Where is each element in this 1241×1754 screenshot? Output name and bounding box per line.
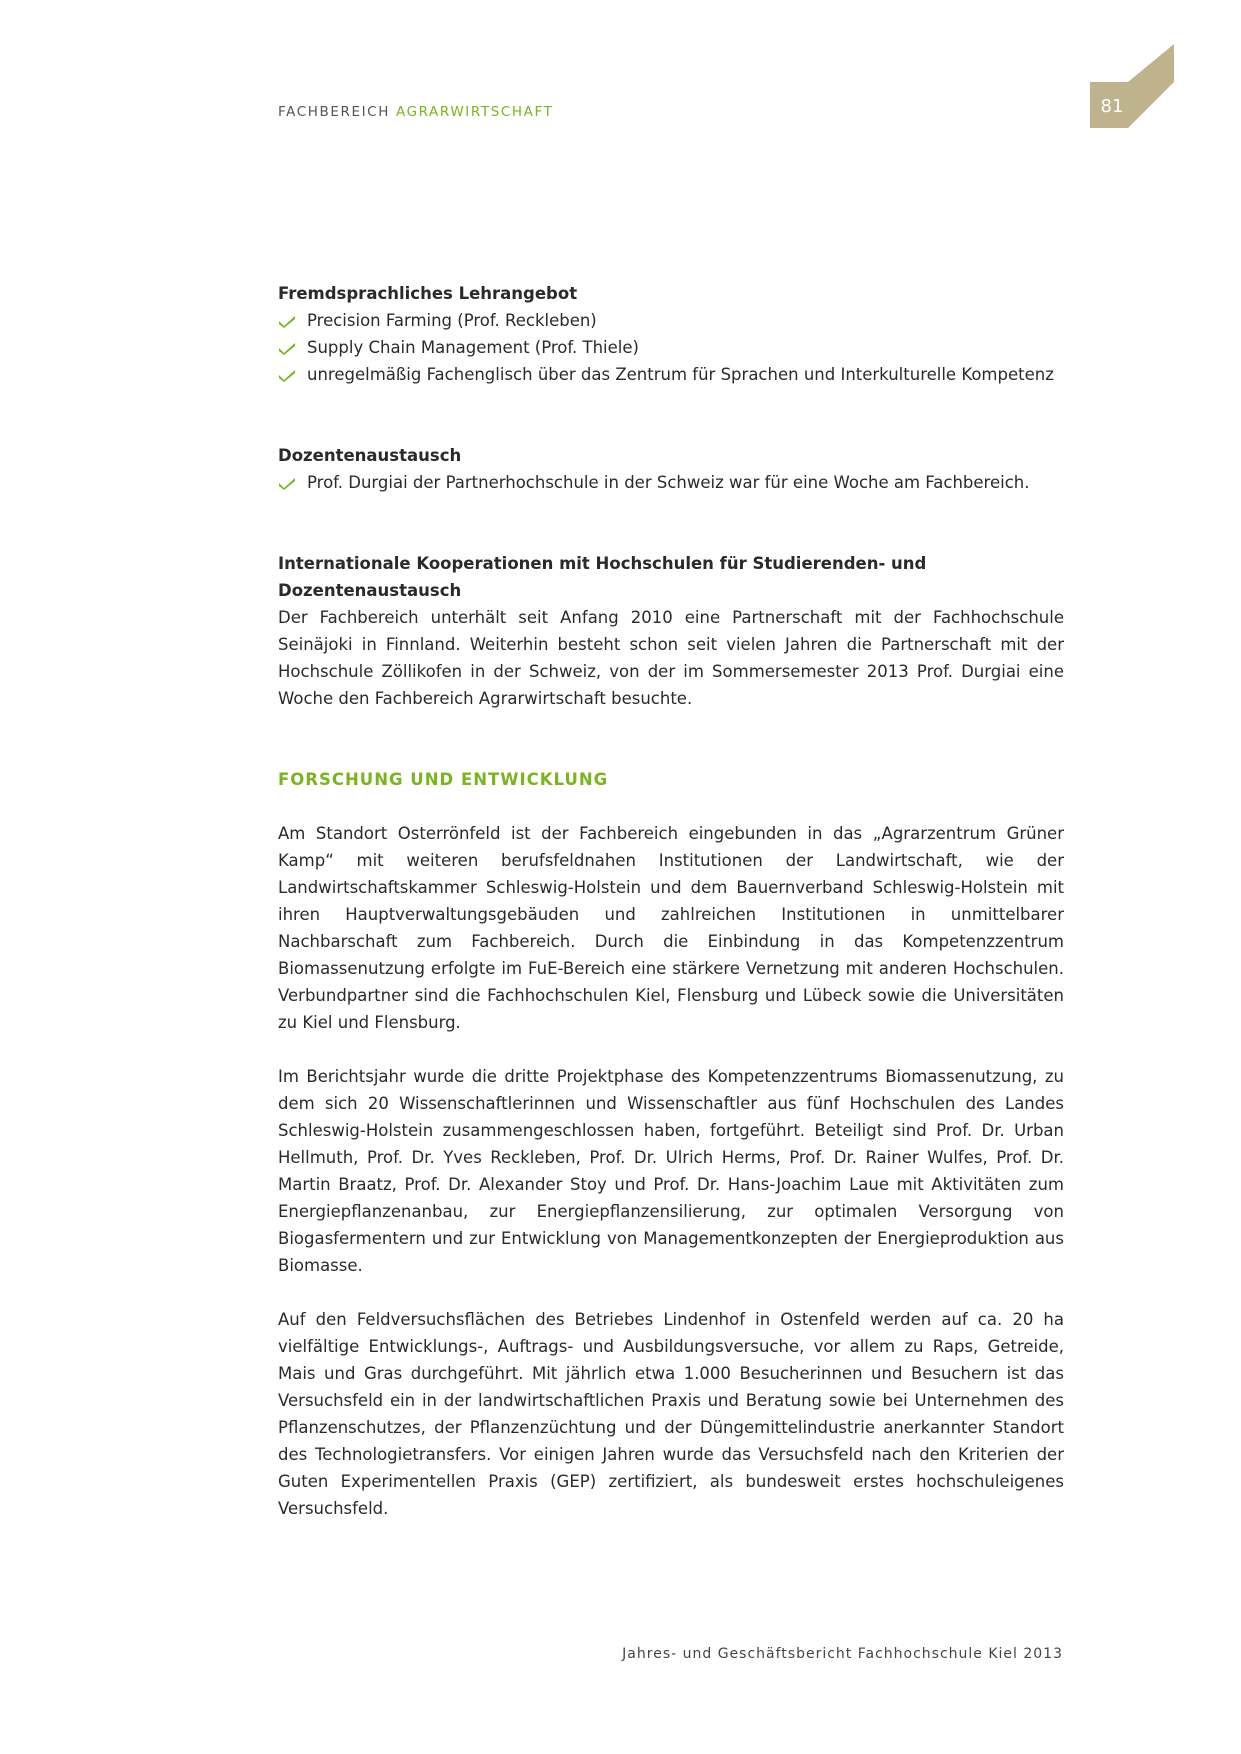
- forschung-section: [278, 766, 1064, 1522]
- list-item: [278, 307, 1064, 334]
- page-number: 81: [1100, 96, 1124, 117]
- forschung-paragraph: Am Standort Osterrönfeld ist der Fachbereich eingebunden in das „Agrarzentrum Grüner Kamp“ mit weiteren berufsfeldnahen Institutionen der Landwirtschaft, wie der Landwirtschaftskammer Schleswig-Holstein und dem Bauernverband Schleswig-Holstein mit ihren Hauptverwaltungsgebäuden und zahlreichen Institutionen in unmittelbarer Nachbarschaft zum Fachbereich. Durch die Einbindung in das Kompetenzzentrum Biomassenutzung erfolgte im FuE-Bereich eine stärkere Vernetzung mit anderen Hochschulen. Verbundpartner sind die Fachhochschulen Kiel, Flensburg und Lübeck sowie die Universitäten zu Kiel und Flensburg.: [278, 824, 1064, 1032]
- fremdsprachlich-heading: Fremdsprachliches Lehrangebot: [278, 284, 578, 303]
- checkmark-icon: [278, 476, 296, 490]
- checkmark-icon: [278, 341, 296, 355]
- forschung-paragraph: Auf den Feldversuchsflächen des Betriebes Lindenhof in Ostenfeld werden auf ca. 20 ha vielfältige Entwicklungs-, Auftrags- und Ausbildungsversuche, vor allem zu Raps, Getreide, Mais und Gras durchgeführt. Mit jährlich etwa 1.000 Besucherinnen und Besuchern ist das Versuchsfeld ein in der landwirtschaftlichen Praxis und Beratung sowie bei Unternehmen des Pflanzenschutzes, der Pflanzenzüchtung und der Düngemittelindustrie anerkannter Standort des Technologietransfers. Vor einigen Jahren wurde das Versuchsfeld nach den Kriterien der Guten Experimentellen Praxis (GEP) zertifiziert, als bundesweit erstes hochschuleigenes Versuchsfeld.: [278, 1310, 1064, 1518]
- forschung-title: FORSCHUNG UND ENTWICKLUNG: [278, 770, 609, 789]
- fremdsprachlich-section: [278, 280, 1064, 388]
- kooperationen-section: [278, 550, 1064, 712]
- header-department: AGRARWIRTSCHAFT: [395, 104, 554, 120]
- header-section: FACHBEREICH: [278, 104, 390, 120]
- list-item: [278, 469, 1064, 496]
- dozentenaustausch-section: [278, 442, 1064, 496]
- list-item-text: Precision Farming (Prof. Reckleben): [307, 311, 597, 330]
- dozentenaustausch-list: [278, 469, 1064, 496]
- page-number-badge: [1090, 44, 1174, 128]
- checkmark-icon: [278, 314, 296, 328]
- page-footer: Jahres- und Geschäftsbericht Fachhochschule Kiel 2013: [622, 1646, 1063, 1662]
- list-item-text: Prof. Durgiai der Partnerhochschule in der Schweiz war für eine Woche am Fachbereich.: [307, 473, 1030, 492]
- list-item-text: unregelmäßig Fachenglisch über das Zentrum für Sprachen und Interkulturelle Kompetenz: [307, 365, 1054, 384]
- list-item: [278, 361, 1064, 388]
- list-item: [278, 334, 1064, 361]
- running-header: [278, 104, 553, 120]
- dozentenaustausch-heading: Dozentenaustausch: [278, 446, 462, 465]
- kooperationen-heading: Internationale Kooperationen mit Hochschulen für Studierenden- und Dozentenaustausch: [278, 554, 927, 600]
- main-content: [278, 280, 1064, 1522]
- fremdsprachlich-list: [278, 307, 1064, 388]
- checkmark-icon: [278, 368, 296, 382]
- forschung-paragraph: Im Berichtsjahr wurde die dritte Projektphase des Kompetenzzentrums Biomassenutzung, zu dem sich 20 Wissenschaftlerinnen und Wissenschaftler aus fünf Hochschulen des Landes Schleswig-Holstein zusammengeschlossen haben, fortgeführt. Beteiligt sind Prof. Dr. Urban Hellmuth, Prof. Dr. Yves Reckleben, Prof. Dr. Ulrich Herms, Prof. Dr. Rainer Wulfes, Prof. Dr. Martin Braatz, Prof. Dr. Alexander Stoy und Prof. Dr. Hans-Joachim Laue mit Aktivitäten zum Energiepflanzenanbau, zur Energiepflanzensilierung, zur optimalen Versorgung von Biogasfermentern und zur Entwicklung von Managementkonzepten der Energieproduktion aus Biomasse.: [278, 1067, 1064, 1275]
- kooperationen-text: Der Fachbereich unterhält seit Anfang 2010 eine Partnerschaft mit der Fachhochschule Seinäjoki in Finnland. Weiterhin besteht schon seit vielen Jahren die Partnerschaft mit der Hochschule Zöllikofen in der Schweiz, von der im Sommersemester 2013 Prof. Durgiai eine Woche den Fachbereich Agrarwirtschaft besuchte.: [278, 608, 1064, 708]
- list-item-text: Supply Chain Management (Prof. Thiele): [307, 338, 639, 357]
